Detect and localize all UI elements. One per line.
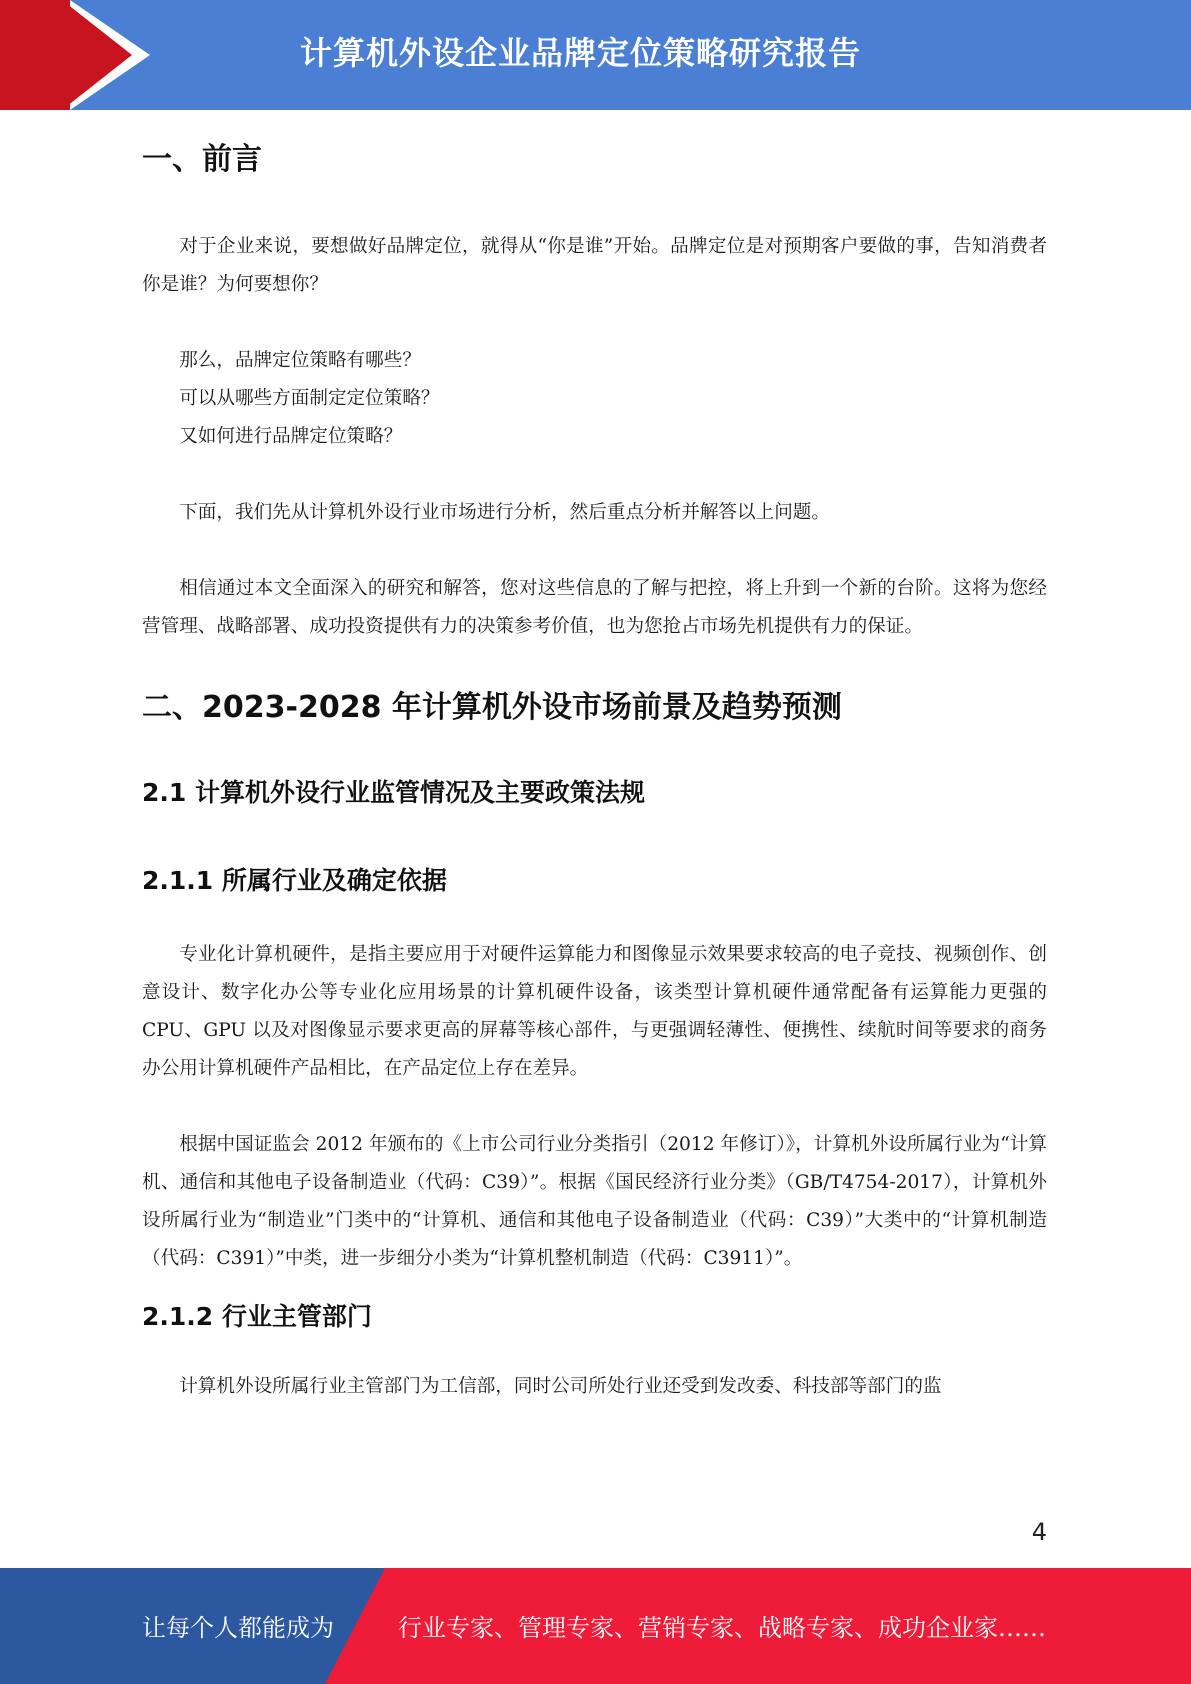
header-chevron-red: [62, 0, 132, 110]
section-2-1-1-heading: 2.1.1 所属行业及确定依据: [142, 866, 447, 895]
header-red-block: [0, 0, 70, 110]
page-header-banner: [0, 0, 1191, 110]
paragraph: 对于企业来说，要想做好品牌定位，就得从“你是谁”开始。品牌定位是对预期客户要做的事，告知消费者你是谁？为何要想你？: [142, 236, 1047, 295]
paragraph: 下面，我们先从计算机外设行业市场进行分析，然后重点分析并解答以上问题。: [179, 502, 830, 523]
paragraph: 相信通过本文全面深入的研究和解答，您对这些信息的了解与把控，将上升到一个新的台阶。这将为您经营管理、战略部署、成功投资提供有力的决策参考价值，也为您抢占市场先机提供有力的保证。: [142, 578, 1047, 637]
question-line-2: 可以从哪些方面制定定位策略？: [179, 388, 440, 409]
section-2-heading: 二、2023-2028 年计算机外设市场前景及趋势预测: [142, 690, 842, 725]
footer-slogan-right: 行业专家、管理专家、营销专家、战略专家、成功企业家……: [398, 1614, 1046, 1642]
question-line-1: 那么，品牌定位策略有哪些？: [179, 350, 421, 371]
page-footer-banner: [0, 1568, 1191, 1684]
section-2-1-heading: 2.1 计算机外设行业监管情况及主要政策法规: [142, 778, 645, 807]
page-number: 4: [1031, 1518, 1047, 1546]
document-body: [142, 130, 1047, 1406]
footer-blue-slant: [325, 1568, 385, 1684]
footer-slogan-left: 让每个人都能成为: [142, 1614, 334, 1642]
paragraph: 专业化计算机硬件，是指主要应用于对硬件运算能力和图像显示效果要求较高的电子竞技、视频创作、创意设计、数字化办公等专业化应用场景的计算机硬件设备，该类型计算机硬件通常配备有运算能力更强的 CPU、GPU 以及对图像显示要求更高的屏幕等核心部件，与更强调轻薄性、便携性、续航时间等要求的商务办公用计算机硬件产品相比，在产品定位上存在差异。: [142, 944, 1047, 1079]
paragraph: 计算机外设所属行业主管部门为工信部，同时公司所处行业还受到发改委、科技部等部门的监: [179, 1376, 942, 1397]
paragraph: 根据中国证监会 2012 年颁布的《上市公司行业分类指引（2012 年修订）》，计算机外设所属行业为“计算机、通信和其他电子设备制造业（代码：C39）”。根据《国民经济行业分类》（GB/T4754-2017），计算机外设所属行业为“制造业”门类中的“计算机、通信和其他电子设备制造业（代码：C39）”大类中的“计算机制造（代码：C391）”中类，进一步细分小类为“计算机整机制造（代码：C3911）”。: [142, 1134, 1047, 1269]
question-line-3: 又如何进行品牌定位策略？: [179, 426, 403, 447]
report-title: 计算机外设企业品牌定位策略研究报告: [300, 34, 862, 72]
section-1-heading: 一、前言: [142, 142, 262, 177]
section-2-1-2-heading: 2.1.2 行业主管部门: [142, 1302, 372, 1331]
